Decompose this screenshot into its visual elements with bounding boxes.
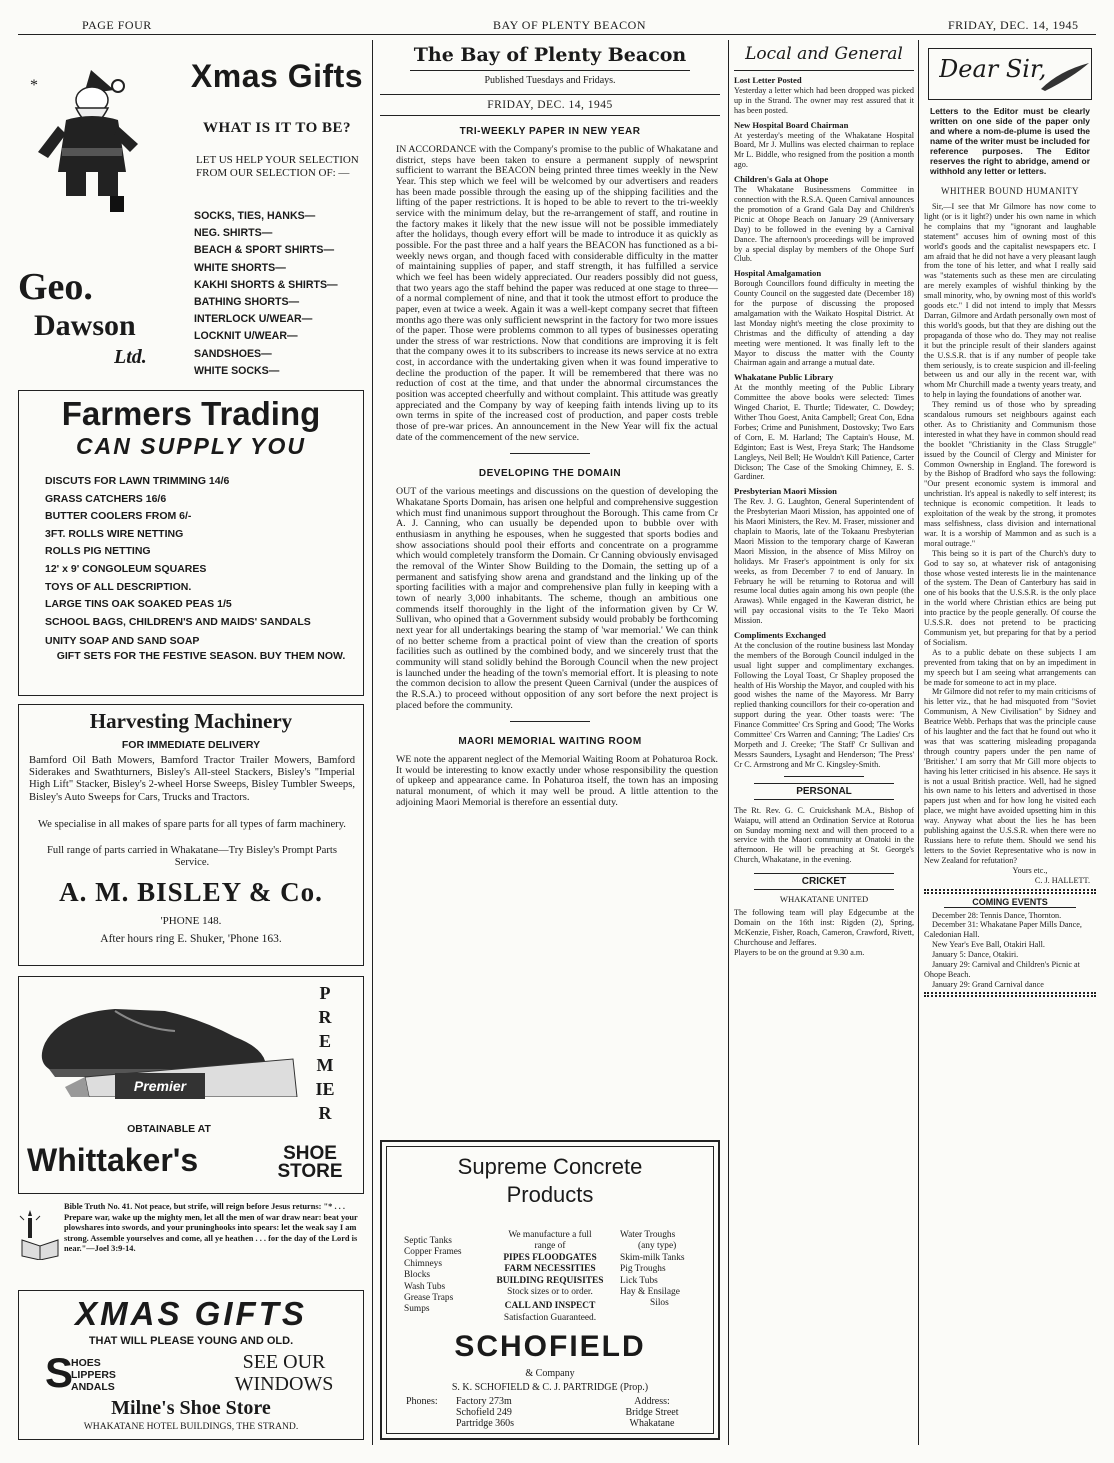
wavy-border	[924, 992, 1096, 997]
milne-name: Milne's Shoe Store	[111, 1397, 271, 1419]
cricket-subheading: WHAKATANE UNITED	[779, 894, 869, 905]
publication-schedule: Published Tuesdays and Fridays.	[484, 75, 616, 86]
list-item: BUILDING REQUISITES	[496, 1275, 604, 1286]
list-item: NEG. SHIRTS—	[194, 227, 273, 240]
list-item: WHITE SHORTS—	[194, 261, 286, 274]
date-header: FRIDAY, DEC. 14, 1945	[948, 18, 1079, 32]
bisley-ad	[18, 704, 364, 966]
list-item: Silos	[650, 1298, 669, 1309]
letter-body	[924, 202, 1096, 866]
editorial-text-domain: OUT of the various meetings and discussions on the question of developing the Whakatane Sports Domain, has arisen one helpful and comprehensive suggestion which must find unanimous support throughout the Borough. This came from Cr A. J. Canning, who can usually be depended upon to bubble over with enthusiasm in anything he espouses, when he suggested that sports bodies and show associations should pool their efforts and concentrate on a programme which would completely transform the Domain. Cr Canning obviously envisaged the removal of the Winter Show Building to the Domain, the setting up of a permanent and satisfying show arena and grandstand and the linking up of the sporting facilities with a major and comprehensive plan fully in keeping with a town of nearly 3,000 inhabitants. The scheme, though an ambitious one commends itself thoroughly in the light of the information given by Cr W. Sullivan, who opined that a Government subsidy would probably be forthcoming next year for all undertakings bearing the stamp of 'war memorial.' We can think of no better scheme from a practical point of view than the creation of sports facilities such as outlined by the combined body, and we sincerely trust that the community will stand solidly behind the Borough Council when the new project is launched under the heading of the town's memorial effort. It is pleasing to note the common decision to allow the present Queen Carnival (under the auspices of the R.S.A.) to proceed without opposition of any sort before the next project is placed before the community.	[396, 486, 718, 711]
concrete-title-1: Supreme Concrete	[457, 1154, 643, 1179]
list-item: Wash Tubs	[404, 1281, 446, 1292]
whittakers-store-word: STORE	[277, 1163, 343, 1181]
news-heading: Children's Gala at Ohope	[734, 174, 829, 185]
milne-sandals: ANDALS	[71, 1381, 115, 1393]
milne-title: XMAS GIFTS	[75, 1295, 307, 1332]
phones-list	[456, 1396, 566, 1429]
milne-shoes: HOES	[71, 1357, 101, 1369]
letter-paragraph: Mr Gilmore did not refer to my main criticisms of his letter viz., that he had misquoted from "Soviet Communism, A New Civilisation" by Sidney and Beatrice Webb. Perhaps that was the principle cause of his laughter and the fact that he found out who it was that was scattering misleading propaganda through country papers under the pen name of 'Britisher.' I am sorry that Mr Gill more objects to having his letter criticised in his absence. He says it is not a usual British practice. Well, had he signed his own name to his letters and advertised in those papers just when and for how long he visited each place, we might have avoided upsetting him in this way. Anyway what about the lies he has been publishing against the U.S.S.R. when there were no Russians here to refute them. Should we send his letters to the Soviet Representative who is now in New Zealand for refutation?	[924, 687, 1096, 865]
list-item: Water Troughs	[620, 1230, 676, 1240]
bisley-body: Bamford Oil Bath Mowers, Bamford Tractor Trailer Mowers, Bamford Siderakes and Swathturners, Bisley's All-steel Stackers, Bisley's "Imperial High Lift" Stacker, Bisley's 2-wheel Horse Sweeps, Bisley Tumbler Sweeps, Bisley's Auto Sweeps for Cars, Trucks and Tractors.	[29, 755, 355, 803]
farmers-trading-ad	[18, 390, 364, 696]
bisley-phone: 'PHONE 148.	[160, 915, 222, 927]
list-item: DISCUTS FOR LAWN TRIMMING 14/6	[45, 475, 230, 487]
list-item: Chimneys	[404, 1258, 443, 1269]
editorial-column	[380, 40, 720, 1065]
coming-events-heading: COMING EVENTS	[944, 897, 1076, 908]
editorial-date: FRIDAY, DEC. 14, 1945	[487, 99, 613, 111]
address-label: Address:	[634, 1396, 670, 1407]
quill-pen-icon	[1039, 61, 1091, 93]
dawson-name-ltd: Ltd.	[114, 346, 147, 368]
list-item: ROLLS PIG NETTING	[45, 545, 151, 558]
premier-obtainable: OBTAINABLE AT	[127, 1123, 211, 1135]
letter-paragraph: As to a public debate on these subjects I am prevented from taking that on by an impediment in my speech but I am seeing what arrangements can be made for someone to act in my place.	[924, 647, 1096, 687]
schofield-company: & Company	[525, 1368, 575, 1379]
open-book-candle-icon	[18, 1210, 62, 1260]
letters-notice: Letters to the Editor must be clearly written on one side of the paper only and where a nom-de-plume is used the name of the writer must be included for reference purposes. The Editor reserves the right to abridge, amend or withhold any letter or letters.	[930, 106, 1090, 176]
list-item: GRASS CATCHERS 16/6	[45, 492, 167, 505]
column-divider	[918, 40, 919, 1445]
personal-heading: PERSONAL	[754, 783, 894, 800]
dear-sir-text: Dear Sir,	[939, 55, 1047, 83]
list-item: INTERLOCK U/WEAR—	[194, 313, 313, 326]
bisley-after-hours: After hours ring E. Shuker, 'Phone 163.	[100, 933, 282, 945]
list-item: Whakatane	[629, 1418, 675, 1429]
header-rule	[18, 34, 1096, 35]
list-item: FARM NECESSITIES	[504, 1264, 596, 1275]
bisley-name: A. M. BISLEY & Co.	[59, 877, 323, 907]
list-item: 12' x 9' CONGOLEUM SQUARES	[45, 562, 207, 575]
list-item: New Year's Eve Ball, Otakiri Hall.	[932, 940, 1045, 950]
letter-paragraph: This being so it is part of the Church's duty to God to say so, at whatever risk of antagonising those whose vested interests lie in the maintenance of the system. The Dean of Canterbury has said in one of his books that the U.S.S.R. is the only place in the world where Christian ethics are being put into practice by the people generally. Of course the U.S.S.R. does not pretend to be practicing Communism yet, but preparing for that by a period of Socialism.	[924, 548, 1096, 647]
premier-vertical-text: PREMIER	[315, 983, 335, 1123]
bullet-square-icon	[110, 196, 124, 212]
letter-paragraph: Sir,—I see that Mr Gilmore has now come to light (or is it light?) under his own name in which he complains that my "ignorant and laughable statement" accuses him of owning most of this world's goods and the capitalist newspapers etc. I am afraid that he did not have a very pleasant laugh from the tone of his letter, and what I really said was "statements such as these men are circulating are merely examples of wishful thinking by the small minority, who, by owning most of this world's goods etc." I did not intend to imply that Messrs Darran, Gilmore and Ardath personally own most of this world's goods, but that they are dishing out the propaganda of those who do. They may not realise it but the principle result of their slanders against the U.S.S.R. that is if any number of people take them seriously, is to create suspicion and ill-feeling between us and our ally in the recent war, with whom Mr Churchill made a twenty years treaty, and to help in laying the foundations of another war.	[924, 202, 1096, 400]
whittakers-shoe-word: SHOE	[283, 1145, 337, 1163]
farmers-title: Farmers Trading	[61, 395, 321, 432]
letters-column	[924, 40, 1096, 1445]
cricket-text: The following team will play Edgecumbe at the Domain on the 16th inst: Rigden (2), Spring, McKenzie, Fisher, Roach, Cameron, Crawford, Rivett, Churchouse and Jeffares.	[734, 908, 914, 947]
list-item: TOYS OF ALL DESCRIPTION.	[45, 580, 192, 593]
list-item: BATHING SHORTS—	[194, 296, 300, 309]
milne-s-letter: S	[45, 1349, 74, 1396]
editorial-heading-triweekly: TRI-WEEKLY PAPER IN NEW YEAR	[459, 126, 641, 137]
dawson-name-geo: Geo.	[18, 266, 93, 308]
bible-truth-notice	[18, 1200, 364, 1280]
list-item: January 29: Grand Carnival dance	[932, 979, 1044, 989]
editorial-heading-maori-memorial: MAORI MEMORIAL WAITING ROOM	[458, 736, 642, 748]
list-item: 3FT. ROLLS WIRE NETTING	[45, 527, 184, 540]
milne-windows: WINDOWS	[234, 1373, 334, 1395]
dear-sir-logo	[928, 48, 1092, 100]
news-body: The Whakatane Businessmens Committee in connection with the R.S.A. Queen Carnival announces the promotion of a Grand Gala Day and Children's Picnic at Ohope Beach on January 29 (Anniversary Day) to be followed in the evening by a Carnival Dance. The afternoon's proceedings will be improved by a special display by members of the Ohope Surf Club.	[734, 185, 914, 264]
schofield-concrete-ad	[380, 1140, 720, 1440]
milne-address: WHAKATANE HOTEL BUILDINGS, THE STRAND.	[83, 1421, 299, 1432]
list-item: KAKHI SHORTS & SHIRTS—	[194, 278, 338, 291]
concrete-products-middle	[488, 1230, 612, 1324]
news-heading: New Hospital Board Chairman	[734, 119, 849, 130]
list-item: Factory 273m	[456, 1396, 512, 1407]
local-general-title: Local and General	[734, 40, 914, 71]
list-item: Bridge Street	[625, 1407, 679, 1418]
list-item: January 29: Carnival and Children's Picnic at Ohope Beach.	[924, 960, 1080, 979]
list-item: Hay & Ensilage	[620, 1287, 680, 1298]
dawson-ad	[18, 46, 364, 382]
bisley-title: Harvesting Machinery	[89, 709, 293, 733]
news-body: At yesterday's meeting of the Whakatane Hospital Board, Mr J. Mullins was elected chairman to replace Mr L. Biddle, who resigned from the position a month ago.	[734, 130, 914, 170]
editorial-text-maori-memorial: WE note the apparent neglect of the Memorial Waiting Room at Pohaturoa Rock. It would be interesting to know exactly under whose responsibility the question of upkeep and appearance came. In Pohaturoa itself, the town has an imposing natural monument, of which it may well be proud. A little attention to the adjoining Maori Memorial is therefore an essential duty.	[396, 754, 718, 808]
dawson-question: WHAT IS IT TO BE?	[202, 120, 351, 136]
schofield-name: SCHOFIELD	[454, 1330, 646, 1363]
cricket-players-time: Players to be on the ground at 9.30 a.m.	[734, 947, 865, 957]
list-item: Blocks	[404, 1270, 431, 1281]
news-body: The Rev. J. G. Laughton, General Superintendent of the Presbyterian Maori Mission, has appointed one of his Maori Ministers, the Rev. M. Fraser, missioner and chaplain to Maoris, late of the Tokaanu Presbyterian Maori Mission to the temporary charge of Kaweran Maori Mission, in the absence of Miss Milroy on holidays. Mr Fraser's appointment is only for six weeks, as from December 7 to end of January. In February he will be returning to Rotorua and will resume local duties again among his own people (the Arawas). While engaged in the Kaweran district, he will pay occasional visits to the Te Teko Maori Mission.	[734, 497, 914, 626]
svg-text:*: *	[30, 77, 38, 94]
list-item: Schofield 249	[456, 1407, 512, 1418]
column-divider	[372, 40, 373, 1445]
santa-claus-illustration	[26, 60, 156, 210]
list-item: December 28: Tennis Dance, Thornton.	[932, 910, 1062, 920]
news-heading: Presbyterian Maori Mission	[734, 486, 837, 497]
list-item: SOCKS, TIES, HANKS—	[194, 210, 316, 222]
news-heading: Whakatane Public Library	[734, 372, 834, 383]
schofield-proprietors: S. K. SCHOFIELD & C. J. PARTRIDGE (Prop.)	[451, 1382, 649, 1393]
phones-label: Phones:	[406, 1396, 438, 1407]
list-item: Stock sizes or to order.	[507, 1287, 593, 1298]
list-item: Satisfaction Guaranteed.	[503, 1312, 597, 1323]
bible-truth-text: Bible Truth No. 41. Not peace, but strife, will reign before Jesus returns: "* . . . Prepare war, wake up the mighty men, let all the men of war draw near: beat your plowshares into swords, and your pruninghooks into spears: let the weak say I am strong. Assemble yourselves and come, all ye heathen . . . for the day of the Lord is near."—Joel 3:9-14.	[64, 1202, 358, 1254]
milne-sub: THAT WILL PLEASE YOUNG AND OLD.	[88, 1335, 294, 1347]
dawson-name-dawson: Dawson	[34, 309, 136, 342]
local-general-column	[734, 40, 914, 1445]
list-item: Pig Troughs	[620, 1264, 666, 1275]
list-item: We manufacture a full	[508, 1230, 592, 1240]
news-heading: Hospital Amalgamation	[734, 268, 822, 279]
letter-signature: C. J. HALLETT.	[1034, 875, 1090, 885]
list-item: CALL AND INSPECT	[504, 1301, 596, 1312]
milne-see-our: SEE OUR	[242, 1351, 326, 1373]
milne-slippers: LIPPERS	[71, 1369, 116, 1381]
column-divider	[728, 40, 729, 1445]
list-item: UNITY SOAP AND SAND SOAP	[45, 634, 200, 647]
list-item: WHITE SOCKS—	[194, 364, 280, 377]
news-body: Borough Councillors found difficulty in meeting the County Council on the suggested date (December 18) for the purpose of discussing the proposed amalgamation with the Waikato Hospital District. At last Monday night's meeting the close proximity to Christmas and the difficulty of attending a day meeting were mentioned. It was finally left to the Mayor to discuss the matter with the County Chairman again and arrange a mutual date.	[734, 279, 914, 368]
list-item: LOCKNIT U/WEAR—	[194, 330, 298, 343]
news-body: Yesterday a letter which had been dropped was picked up in the Strand. The owner may rest assured that it has been posted.	[734, 85, 914, 115]
local-news-list	[734, 76, 914, 770]
list-item: BEACH & SPORT SHIRTS—	[194, 244, 335, 257]
milnes-shoe-store-ad	[18, 1290, 364, 1440]
address-block	[602, 1396, 702, 1429]
editorial-text-triweekly: IN ACCORDANCE with the Company's promise to the public of Whakatane and district, steps have been taken to ensure a permanent supply of newsprint sufficient to warrant the BEACON being printed three times weekly in the New Year. This step which we feel will be welcomed by our advertisers and readers has been made possible through the easing up of the shipping facilities and the lifting of the paper restrictions. It is hoped to be able to revert to the tri-weekly service with the minimum delay, but the re-arrangement of staff, and routine in the factory makes it likely that the new issue will not be possible immediately after the holidays, though every effort will be made to introduce it as quickly as possible. For the past three and a half years the BEACON has functioned as a bi-weekly news organ, and though faced with considerable difficulty in the matter of maintaining supplies of paper, and staff strength, it has fulfilled a service which we feel has been widely appreciated. Our readers possibly did not guess, that two years ago the staff behind the paper was reduced at one stage to three—of a normal complement of nine, and that it took the utmost effort to produce the paper, even at twice a week. Again it was a well-kept company secret that fifteen months ago there was only sufficient newsprint in the factory for two more issues of the paper. Those were problems common to all types of businesses operating under the stress of war restrictions. Now that conditions are improving it is felt that the company owes it to its subscribers to increase its news service at no extra cost, in accordance with the undertaking given when it was found imperative to decline the production of the paper. It will be remembered that there was no reduction of cost at the time, and that under the abnormal circumstances the position was accepted cheerfully and without complaint. This attitude was greatly appreciated and the Company by way of keeping faith intends living up to its own terms in spite of the increased cost of production, and paper costs treble those of pre-war prices. An announcement in the New Year will fix the actual date of the commencement of the new service.	[396, 144, 718, 443]
wavy-border	[924, 889, 1096, 894]
concrete-products-right	[620, 1230, 716, 1310]
cricket-heading: CRICKET	[754, 873, 894, 890]
whittakers-name: Whittaker's	[27, 1142, 199, 1178]
personal-text: The Rt. Rev. G. C. Cruickshank M.A., Bishop of Waiapu, will attend an Ordination Service at Rotorua on Sunday morning next and will then proceed to a service with the Maori community at Onatoki in the afternoon. He will be preaching at St. George's Church, Whakatane, in the evening.	[734, 805, 914, 865]
bisley-sub: FOR IMMEDIATE DELIVERY	[121, 739, 261, 751]
letter-paragraph: They remind us of those who by spreading scandalous rumours set neighbours against each other. As to Christianity and Communism those interested in what they have in common should read the booklet "Christianity in the Class Struggle" issued by the Council of Clergy and Minister for Common Ownership in England. The foreword is by the Bishop of Bradford who says the following: "Our present economic system is immoral and unchristian. It's appeal is nakedly to self interest; its technique is economic competition. It leads to exploitation of the weak by the strong, it promotes mass selfishness, class division and international war. It is a worship of Mammon and as such is a moral outrage."	[924, 400, 1096, 548]
news-body: At the monthly meeting of the Public Library Committee the above books were selected: Times Winged Chariot, E. Thurtle; Tidewater, C. Dowdey; Wither Thou Goest, Anita Campbell; Great Con, Edna Forbes; Crime and Punishment, Dostovsky; Two Ears of Corn, E. M. Harland; The Captain's House, M. Edginton; East is West, Freya Stark; The Handsome Langleys, Neil Bell; He Wouldn't Kill Patience, Carter Dickson; The Case of the Smoking Chimney, E. S. Gardiner.	[734, 383, 914, 482]
list-item: Lick Tubs	[620, 1275, 658, 1286]
dawson-item-list	[194, 208, 364, 380]
farmers-subtitle: CAN SUPPLY YOU	[76, 433, 306, 459]
list-item: December 31: Whakatane Paper Mills Dance, Caledonian Hall.	[924, 920, 1082, 940]
bisley-parts-service: Full range of parts carried in Whakatane—Try Bisley's Prompt Parts Service.	[47, 845, 337, 869]
masthead-title: The Bay of Plenty Beacon	[413, 44, 687, 66]
premier-box-label: Premier	[115, 1073, 205, 1099]
news-heading: Lost Letter Posted	[734, 75, 802, 85]
list-item: (any type)	[638, 1241, 677, 1252]
list-item: PIPES FLOODGATES	[503, 1252, 597, 1263]
list-item: Sumps	[404, 1304, 430, 1315]
list-item: Partridge 360s	[456, 1418, 515, 1429]
news-heading: Compliments Exchanged	[734, 630, 826, 641]
list-item: GIFT SETS FOR THE FESTIVE SEASON. BUY THEM NOW.	[56, 650, 346, 663]
list-item: range of	[534, 1241, 566, 1252]
farmers-item-list	[45, 473, 357, 663]
list-item: SANDSHOES—	[194, 347, 272, 360]
list-item: January 5: Dance, Otakiri.	[932, 950, 1019, 960]
dawson-intro: LET US HELP YOUR SELECTION FROM OUR SELECTION OF: —	[196, 154, 359, 179]
whittakers-shoe-ad	[18, 976, 364, 1194]
news-body: At the conclusion of the routine business last Monday the members of the Borough Council indulged in the usual light supper and complimentary exchanges. Following the Loyal Toast, Cr Shapley proposed the health of His Worship the Mayor, and coupled with his good wishes the name of the Mayoress. Mr Barry replied thanking councillors for their co-operation and support during the year. Other toasts were: 'The Finance Committee' Crs Spring and Good; 'The Works Committee' Crs Warren and Canning; 'The Ladies' Crs Morpeth and J. Creeke; 'The Staff' Cr Sullivan and Messrs Saunders, Lysaght and Henderson; 'The Press' Cr C. Armstrong and Mr C. Kingsley-Smith.	[734, 640, 914, 769]
list-item: Skim-milk Tanks	[620, 1252, 685, 1263]
page-number: PAGE FOUR	[82, 18, 152, 32]
dawson-title: Xmas Gifts	[190, 58, 364, 94]
editorial-heading-domain: DEVELOPING THE DOMAIN	[478, 468, 622, 480]
list-item: SCHOOL BAGS, CHILDREN'S AND MAIDS' SANDALS	[45, 615, 311, 628]
list-item: BUTTER COOLERS FROM 6/-	[45, 510, 192, 523]
list-item: Grease Traps	[404, 1293, 454, 1304]
letter-closing: Yours etc.,	[1012, 865, 1048, 875]
list-item: Septic Tanks	[404, 1236, 452, 1246]
concrete-products-left	[404, 1236, 494, 1316]
concrete-title-2: Products	[506, 1182, 594, 1207]
list-item: Copper Frames	[404, 1247, 462, 1258]
coming-events-list	[924, 911, 1096, 990]
bisley-spare-parts: We specialise in all makes of spare parts for all types of farm machinery.	[38, 819, 346, 830]
list-item: LARGE TINS OAK SOAKED PEAS 1/5	[45, 598, 232, 611]
letter-heading: WHITHER BOUND HUMANITY	[941, 186, 1079, 196]
paper-name-header: BAY OF PLENTY BEACON	[493, 18, 647, 32]
